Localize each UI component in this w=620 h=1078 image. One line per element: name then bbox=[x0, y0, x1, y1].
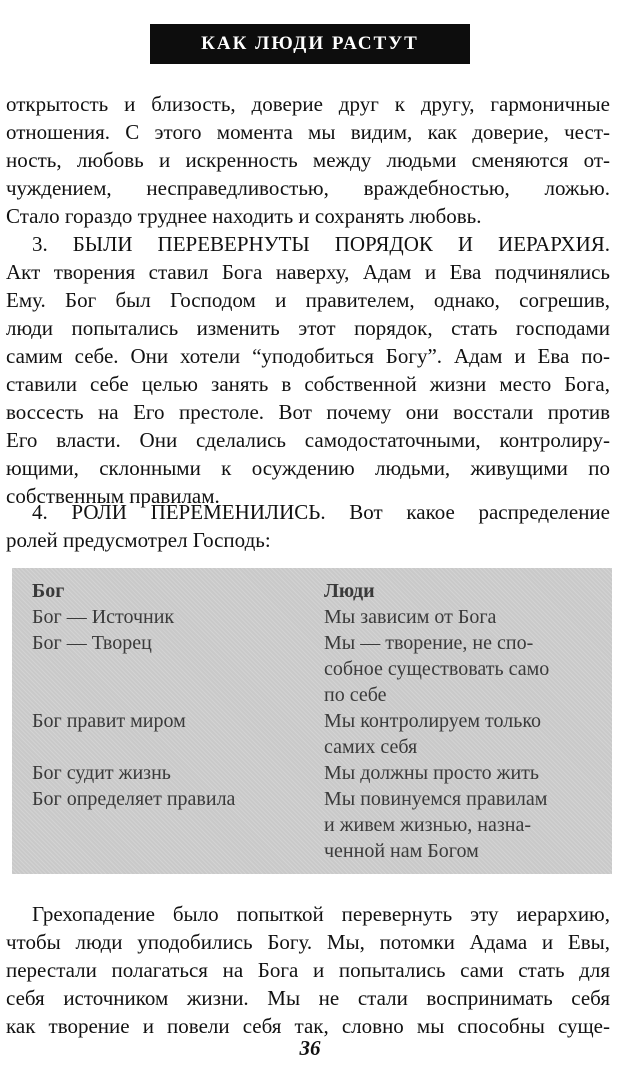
text-line: Грехопадение было попыткой перевернуть эту иерархию, bbox=[32, 902, 610, 926]
table-cell: и живем жизнью, назна- bbox=[324, 814, 531, 836]
table-spacer bbox=[32, 656, 312, 682]
text-line: самим себе. Они хотели “уподобиться Богу”. Адам и Ева по- bbox=[6, 344, 610, 368]
section-heading-line: 3. БЫЛИ ПЕРЕВЕРНУТЫ ПОРЯДОК И ИЕРАРХИЯ. bbox=[32, 232, 610, 256]
text-line: Его власти. Они сделались самодостаточными, контролиру- bbox=[6, 428, 610, 452]
text-line: себя источником жизни. Мы не стали воспринимать себя bbox=[6, 986, 610, 1010]
text-line: Акт творения ставил Бога наверху, Адам и Ева подчинялись bbox=[6, 260, 610, 284]
text-line: открытость и близость, доверие друг к другу, гармоничные bbox=[6, 92, 610, 116]
text-line: люди попытались изменить этот порядок, стать господами bbox=[6, 316, 610, 340]
table-cell: Мы контролируем только bbox=[324, 710, 542, 732]
text-line: Ему. Бог был Господом и правителем, однако, согрешив, bbox=[6, 288, 610, 312]
paragraph-roles bbox=[0, 498, 620, 554]
page-number: 36 bbox=[299, 1036, 321, 1060]
table-header-people: Люди bbox=[324, 580, 375, 602]
table-spacer bbox=[32, 734, 312, 760]
table-column-people bbox=[324, 578, 604, 864]
table-cell: самих себя bbox=[324, 736, 418, 758]
text-line: отношения. С этого момента мы видим, как доверие, чест- bbox=[6, 120, 610, 144]
text-line: собственным правилам. bbox=[6, 484, 220, 508]
table-cell: Мы должны просто жить bbox=[324, 762, 540, 784]
text-line: Стало гораздо труднее находить и сохранять любовь. bbox=[6, 204, 482, 228]
paragraph-continuation bbox=[0, 90, 620, 230]
table-header-god: Бог bbox=[32, 580, 65, 602]
table-spacer bbox=[32, 682, 312, 708]
table-cell: Бог судит жизнь bbox=[32, 762, 171, 784]
table-cell: Бог правит миром bbox=[32, 710, 186, 732]
text-line: ставили себе целью занять в собственной жизни место Бога, bbox=[6, 372, 610, 396]
table-cell: Мы повинуемся правилам bbox=[324, 788, 548, 810]
table-cell: собное существовать само bbox=[324, 658, 550, 680]
table-cell: Мы зависим от Бога bbox=[324, 606, 497, 628]
text-line: воссесть на Его престоле. Вот почему они восстали против bbox=[6, 400, 610, 424]
table-cell: по себе bbox=[324, 684, 387, 706]
running-head: КАК ЛЮДИ РАСТУТ bbox=[150, 24, 470, 64]
table-cell: Бог — Источник bbox=[32, 606, 175, 628]
paragraph-fall bbox=[0, 900, 620, 1040]
table-cell: Бог определяет правила bbox=[32, 788, 236, 810]
roles-table bbox=[12, 568, 612, 874]
text-line: чуждением, несправедливостью, враждебностью, ложью. bbox=[6, 176, 610, 200]
table-cell: Мы — творение, не спо- bbox=[324, 632, 534, 654]
text-line: ность, любовь и искренность между людьми сменяются от- bbox=[6, 148, 610, 172]
table-cell: Бог — Творец bbox=[32, 632, 152, 654]
text-line: как творение и повели себя так, словно мы способны суще- bbox=[6, 1014, 610, 1038]
paragraph-order-hierarchy bbox=[0, 230, 620, 510]
table-column-god bbox=[32, 578, 312, 812]
text-line: ролей предусмотрел Господь: bbox=[6, 528, 271, 552]
text-line: чтобы люди уподобились Богу. Мы, потомки Адама и Евы, bbox=[6, 930, 610, 954]
table-cell: ченной нам Богом bbox=[324, 840, 479, 862]
text-line: перестали полагаться на Бога и попытались сами стать для bbox=[6, 958, 610, 982]
section-heading-line: 4. РОЛИ ПЕРЕМЕНИЛИСЬ. Вот какое распределение bbox=[32, 500, 610, 524]
text-line: ющими, склонными к осуждению людьми, живущими по bbox=[6, 456, 610, 480]
